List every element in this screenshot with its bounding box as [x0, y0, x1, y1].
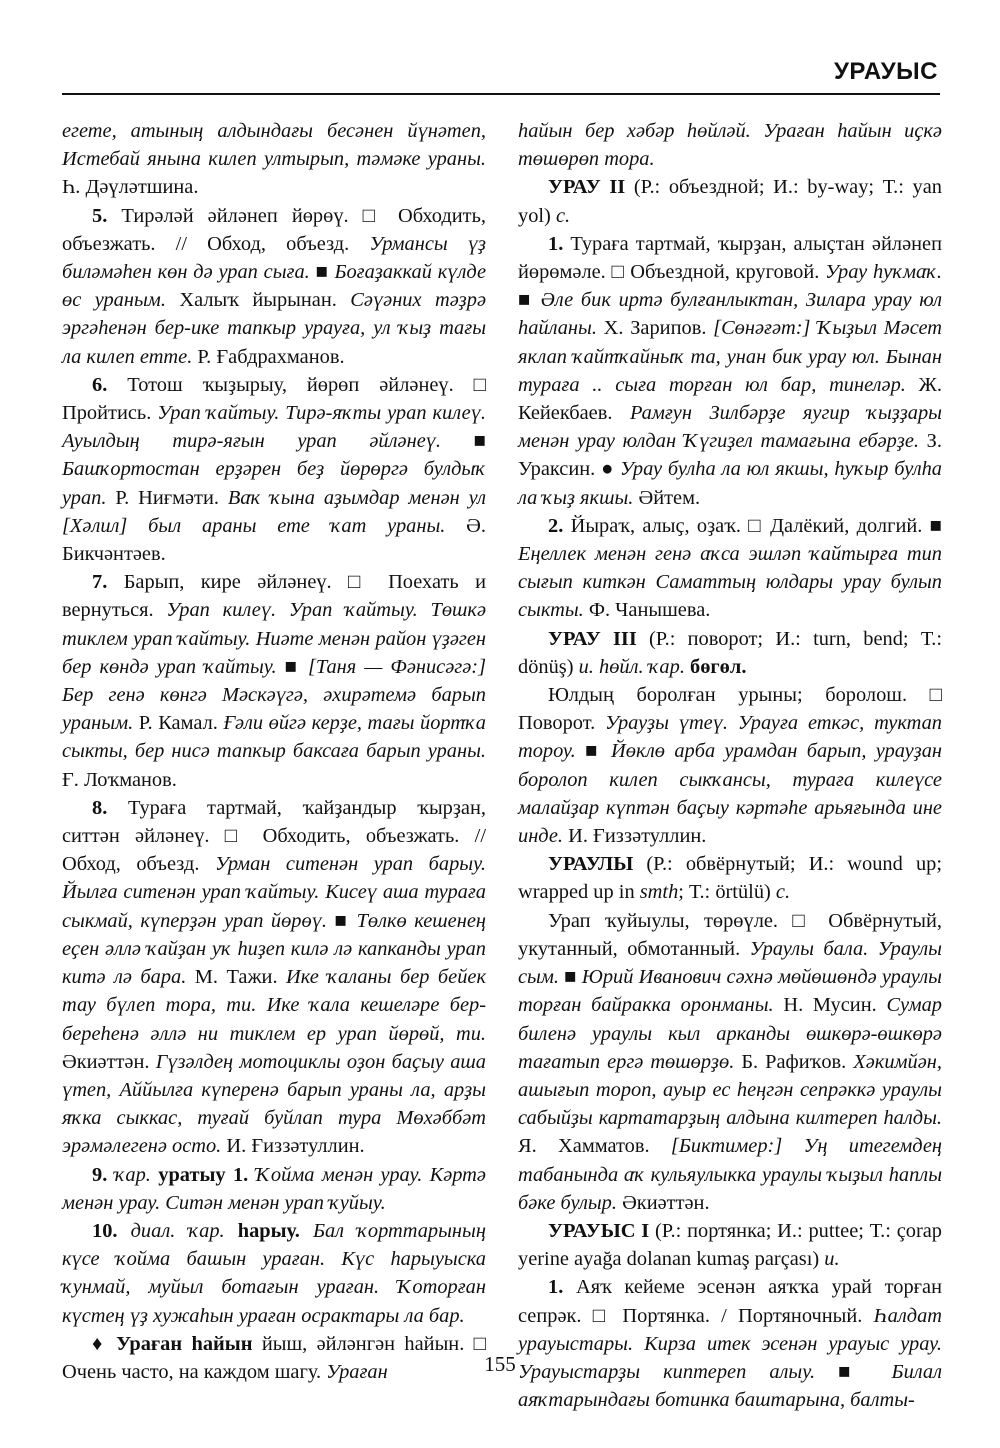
sense-5: 5. Тирәләй әйләнеп йөрөү. □ Обходить, объезжать. // Обход, объезд. Урмансы үҙ биләмәһен көн дә урап сыға. ■ Боғаҙаккай күлде өс ураным. Халыҡ йырынан. Сәүәних тәҙрә эргәһенән бер-ике тапкыр урауға, ул ҡыҙ тағы ла килеп етте. Р. Ғабдрахманов. [62, 204, 486, 368]
sense-6: 6. Тотош ҡыҙырыу, йөрөп әйләнеү. □ Пройтись. Урап ҡайтыу. Тирә-яҡты урап килеү. Ауылдың тирә-яғын урап әйләнеү. ■ Башҡортостан ерҙәрен беҙ йөрөргә булдыҡ урап. Р. Ниғмәти. Ваҡ ҡына аҙымдар менән ул [Хәлил] был араны ете ҡат ураны. Ә. Бикчәнтәев. [62, 373, 487, 566]
idiom-continuation: һайын бер хәбәр һөйләй. Ураған һайын иҫкә төшөрөп тора. [518, 120, 942, 171]
sense-9: 9. ҡар. уратыу 1. Ҡойма менән урау. Кәртә менән урау. Ситән менән урап ҡуйыу. [62, 1163, 486, 1214]
sense-10: 10. диал. ҡар. һарыу. Бал ҡорттарының күсе ҡойма башын ураған. Күс һарыуыска ҡунмай, муйыл ботағын ураған. Ҡоторған күстең үҙ хужаһын ураған осрактары ла бар. [62, 1219, 486, 1327]
headword-urau-3: УРАУ III (Р.: поворот; И.: turn, bend; Т.: dönüş) и. һөйл. ҡар. бөгөл. [518, 627, 942, 678]
sense-7: 7. Барып, кире әйләнеү. □ Поехать и вернуться. Урап килеү. Урап ҡайтыу. Төшкә тиклем урап ҡайтыу. Ниәте менән район үҙәген бер көндә урап ҡайтыу. ■ [Таня — Фәнисәгә:] Бер генә көнгә Мәскәүгә, әхирәтемә барып ураным. Р. Камал. Ғәли өйгә керҙе, тағы йортҡа сыкты, бер нисә тапкыр баксаға барып ураны. Ғ. Лоҡманов. [62, 571, 487, 791]
headword-urau-2: УРАУ II (Р.: объездной; И.: by-way; Т.: yan yol) с. [518, 176, 942, 227]
running-head: УРАУЫС [833, 58, 938, 85]
urauys-1-sense-1: 1. Аяҡ кейеме эсенән аяҡҡа урай торған сепрәк. □ Портянка. / Портяночный. Һалдат урауыстары. Кирза итек эсенән урауыс урау. Урауыстарҙы киптереп алыу. ■ Билал аяҡтарындағы ботинка баштарына, балты- [518, 1276, 942, 1412]
right-column [518, 117, 942, 1414]
left-column [62, 117, 486, 1386]
idiom-uragan-haiyn: ♦ Ураған һайын йыш, әйләнгән һайын. □ Очень часто, на каждом шагу. Ураған [62, 1332, 486, 1383]
header-rule [62, 93, 940, 95]
urau-2-sense-2: 2. Йыраҡ, алыҫ, оҙаҡ. □ Далёкий, долгий. ■ Еңеллек менән генә аҡса эшләп ҡайтырға тип сығып киткән Саматтың юлдары урау булып сыкты. Ф. Чанышева. [518, 514, 942, 622]
urau-2-sense-1: 1. Тураға тартмай, ҡырҙан, алыҫтан әйләнеп йөрөмәле. □ Объездной, круговой. Урау һуҡмаҡ. ■ Әле бик иртә булғанлыктан, Зилара урау юл һайланы. Х. Зарипов. [Сөнәғәт:] Ҡыҙыл Мәсет яклап ҡайтҡайныҡ та, унан бик урау юл. Бынан тураға .. сыға торған юл бар, тинеләр. Ж. Кейекбаев. Рамғун Зилбәрҙе яугир ҡыҙҙары менән урау юлдан Ҡүгиҙел тамағына ебәрҙе. З. Ураксин. ● Урау булһа ла юл якшы, һуҡыр булһа ла ҡыҙ якшы. Әйтем. [518, 232, 943, 509]
uraully-definition: Урап ҡуйыулы, төрөүле. □ Обвёрнутый, укутанный, обмотанный. Ураулы бала. Ураулы сым. ■ Юрий Иванович сәхнә мөйөшөндә ураулы торған байракка оронманы. Н. Мусин. Сумар биленә ураулы кыл арканды өшкөрә-өшкөрә тағатып ергә төшөрҙө. Б. Рафиҡов. Хәкимйән, ашығып тороп, ауыр ес һеңгән сепрәккә ураулы сабыйҙы картатарҙың алдына килтереп һалды. Я. Хамматов. [Биктимер:] Уң итегемдең табанында аҡ кульяулыкка ураулы ҡыҙыл һаплы бәке булыр. Әкиәттән. [518, 909, 942, 1214]
headword-uraully: УРАУЛЫ (Р.: обвёрнутый; И.: wound up; wrapped up in smth; Т.: örtülü) с. [518, 853, 942, 904]
sense-8: 8. Тураға тартмай, ҡайҙандыр ҡырҙан, ситтән әйләнеү. □ Обходить, объезжать. // Обход, объезд. Урман ситенән урап барыу. Йылға ситенән урап ҡайтыу. Кисеү аша тураға сыкмай, күперҙән урап йөрөү. ■ Төлкө кешенең еҫен әллә ҡайҙан уҡ һиҙеп килә лә капканды урап китә лә бара. М. Тажи. Ике ҡаланы бер бейек тау бүлеп тора, ти. Ике ҡала кешеләре бер-береһенә әллә ни тиклем ер урап йөрөй, ти. Әкиәттән. Гүзәлдең мотоциклы оҙон баҫыу аша үтеп, Аййылға күперенә барып ураны ла, арҙы яҡка сыккас, туғай буйлап тура Мөхәббәт эрәмәлегенә осто. И. Ғиззәтуллин. [62, 796, 486, 1158]
page-number: 155 [484, 1352, 516, 1376]
entry-continuation: егете, атының алдындағы бесәнен йүнәтеп, Истебай янына килеп ултырып, тәмәке ураны. Һ. Дәүләтшина. [62, 120, 486, 199]
urau-3-definition: Юлдың боролған урыны; боролош. □ Поворот. Урауҙы үтеү. Урауға еткәс, туктап тороу. ■ Йөклө арба урамдан барып, урауҙан боролоп килеп сыкҡансы, тураға килеүсе малайҙар күптән баҫыу кәртәһе арьяғында ине инде. И. Ғиззәтуллин. [518, 684, 943, 848]
headword-urauys-1: УРАУЫС I (Р.: портянка; И.: puttee; Т.: çorap yerine ayağa dolanan kumaş parçası) и. [518, 1219, 942, 1271]
